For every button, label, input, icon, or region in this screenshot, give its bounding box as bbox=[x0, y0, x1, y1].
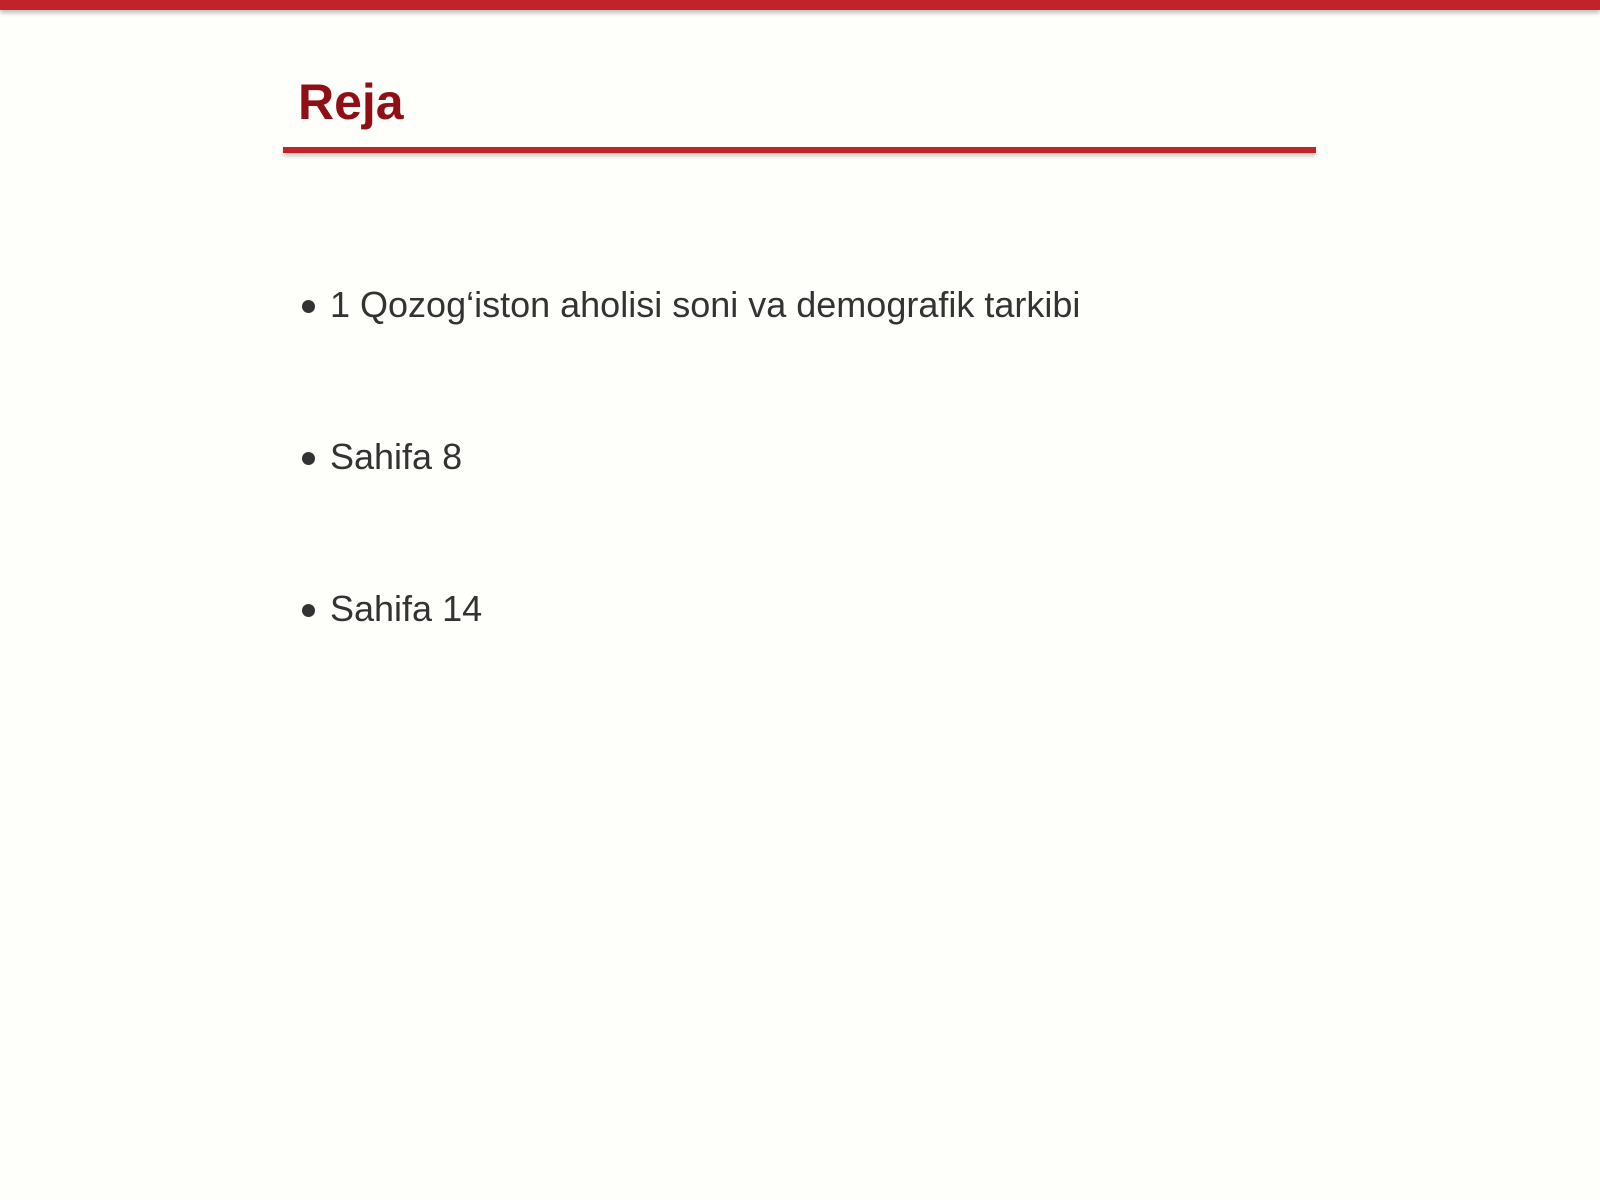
bullet-dot-icon bbox=[302, 300, 315, 313]
title-underline bbox=[283, 147, 1316, 153]
top-accent-bar bbox=[0, 0, 1600, 10]
bullet-dot-icon bbox=[302, 452, 315, 465]
bullet-text: Sahifa 8 bbox=[330, 436, 463, 477]
bullet-text: Sahifa 14 bbox=[330, 588, 483, 629]
bullet-dot-icon bbox=[302, 604, 315, 617]
slide-title: Reja bbox=[298, 74, 404, 130]
bullet-text: 1 Qozog‘iston aholisi soni va demografik tarkibi bbox=[330, 284, 1081, 325]
